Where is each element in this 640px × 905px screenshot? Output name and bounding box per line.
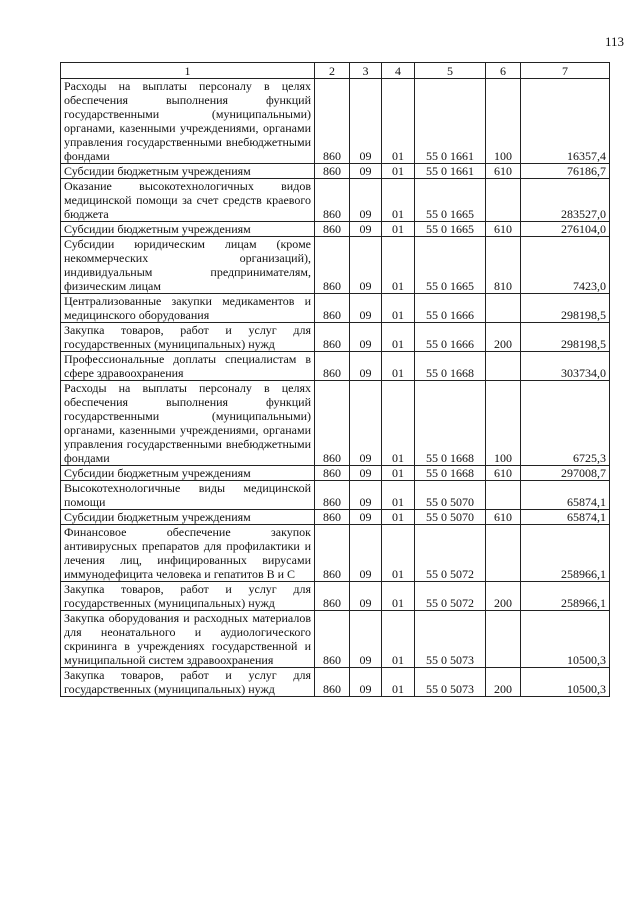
- table-row: [61, 466, 610, 481]
- row-section-code: 09: [350, 381, 382, 466]
- row-target-article: 55 0 5070: [415, 481, 486, 510]
- table-row: [61, 237, 610, 294]
- row-section-code: 09: [350, 352, 382, 381]
- row-target-article: 55 0 5072: [415, 582, 486, 611]
- row-target-article: 55 0 1665: [415, 222, 486, 237]
- row-amount: 303734,0: [521, 352, 610, 381]
- row-target-article: 55 0 1666: [415, 294, 486, 323]
- row-expense-type: 610: [486, 222, 521, 237]
- row-subsection-code: 01: [382, 582, 415, 611]
- row-amount: 298198,5: [521, 323, 610, 352]
- row-name: Закупка товаров, работ и услуг для государственных (муниципальных) нужд: [61, 323, 315, 352]
- row-target-article: 55 0 1661: [415, 164, 486, 179]
- table-row: [61, 79, 610, 164]
- row-subsection-code: 01: [382, 510, 415, 525]
- table-row: [61, 164, 610, 179]
- row-amount: 16357,4: [521, 79, 610, 164]
- row-amount: 276104,0: [521, 222, 610, 237]
- row-expense-type: [486, 352, 521, 381]
- row-department-code: 860: [315, 352, 350, 381]
- row-expense-type: [486, 294, 521, 323]
- row-name: Высокотехнологичные виды медицинской помощи: [61, 481, 315, 510]
- table-row: [61, 582, 610, 611]
- row-expense-type: 610: [486, 164, 521, 179]
- row-subsection-code: 01: [382, 164, 415, 179]
- row-amount: 258966,1: [521, 582, 610, 611]
- row-department-code: 860: [315, 481, 350, 510]
- row-department-code: 860: [315, 668, 350, 697]
- row-target-article: 55 0 5072: [415, 525, 486, 582]
- row-section-code: 09: [350, 294, 382, 323]
- row-amount: 10500,3: [521, 611, 610, 668]
- table-row: [61, 294, 610, 323]
- row-name: Субсидии бюджетным учреждениям: [61, 164, 315, 179]
- row-department-code: 860: [315, 611, 350, 668]
- row-name: Расходы на выплаты персоналу в целях обеспечения выполнения функций государственными (муниципальными) органами, казенными учреждениями, органами управления государственными внебюджетными фондами: [61, 381, 315, 466]
- column-header: 1: [61, 63, 315, 79]
- row-subsection-code: 01: [382, 323, 415, 352]
- row-name: Оказание высокотехнологичных видов медицинской помощи за счет средств краевого бюджета: [61, 179, 315, 222]
- row-section-code: 09: [350, 79, 382, 164]
- table-row: [61, 510, 610, 525]
- row-section-code: 09: [350, 323, 382, 352]
- row-subsection-code: 01: [382, 481, 415, 510]
- row-section-code: 09: [350, 222, 382, 237]
- column-header: 6: [486, 63, 521, 79]
- row-department-code: 860: [315, 294, 350, 323]
- row-name: Субсидии юридическим лицам (кроме некоммерческих организаций), индивидуальным предпринимателям, физическим лицам: [61, 237, 315, 294]
- row-department-code: 860: [315, 466, 350, 481]
- row-section-code: 09: [350, 179, 382, 222]
- row-department-code: 860: [315, 237, 350, 294]
- row-subsection-code: 01: [382, 525, 415, 582]
- row-target-article: 55 0 1668: [415, 352, 486, 381]
- table-row: [61, 323, 610, 352]
- row-subsection-code: 01: [382, 466, 415, 481]
- row-amount: 76186,7: [521, 164, 610, 179]
- row-subsection-code: 01: [382, 222, 415, 237]
- row-name: Расходы на выплаты персоналу в целях обеспечения выполнения функций государственными (муниципальными) органами, казенными учреждениями, органами управления государственными внебюджетными фондами: [61, 79, 315, 164]
- row-department-code: 860: [315, 323, 350, 352]
- row-subsection-code: 01: [382, 668, 415, 697]
- row-subsection-code: 01: [382, 237, 415, 294]
- row-amount: 258966,1: [521, 525, 610, 582]
- table-row: [61, 525, 610, 582]
- table-row: [61, 481, 610, 510]
- row-name: Субсидии бюджетным учреждениям: [61, 466, 315, 481]
- row-department-code: 860: [315, 381, 350, 466]
- row-section-code: 09: [350, 481, 382, 510]
- table-row: [61, 352, 610, 381]
- row-target-article: 55 0 1668: [415, 381, 486, 466]
- row-expense-type: 200: [486, 668, 521, 697]
- row-target-article: 55 0 5073: [415, 668, 486, 697]
- table-row: [61, 668, 610, 697]
- row-subsection-code: 01: [382, 79, 415, 164]
- row-target-article: 55 0 1668: [415, 466, 486, 481]
- row-subsection-code: 01: [382, 179, 415, 222]
- row-target-article: 55 0 5073: [415, 611, 486, 668]
- row-department-code: 860: [315, 525, 350, 582]
- row-target-article: 55 0 5070: [415, 510, 486, 525]
- row-amount: 10500,3: [521, 668, 610, 697]
- row-expense-type: 200: [486, 323, 521, 352]
- row-section-code: 09: [350, 466, 382, 481]
- budget-table: [60, 62, 610, 697]
- row-name: Субсидии бюджетным учреждениям: [61, 222, 315, 237]
- row-expense-type: 100: [486, 79, 521, 164]
- row-department-code: 860: [315, 510, 350, 525]
- row-expense-type: 810: [486, 237, 521, 294]
- row-expense-type: [486, 525, 521, 582]
- table-row: [61, 611, 610, 668]
- row-name: Закупка товаров, работ и услуг для государственных (муниципальных) нужд: [61, 582, 315, 611]
- row-amount: 6725,3: [521, 381, 610, 466]
- table-header-row: [61, 63, 610, 79]
- row-subsection-code: 01: [382, 352, 415, 381]
- row-target-article: 55 0 1661: [415, 79, 486, 164]
- row-amount: 297008,7: [521, 466, 610, 481]
- table-row: [61, 222, 610, 237]
- row-expense-type: 200: [486, 582, 521, 611]
- row-target-article: 55 0 1665: [415, 237, 486, 294]
- row-department-code: 860: [315, 179, 350, 222]
- row-subsection-code: 01: [382, 294, 415, 323]
- row-section-code: 09: [350, 164, 382, 179]
- column-header: 7: [521, 63, 610, 79]
- row-department-code: 860: [315, 582, 350, 611]
- row-department-code: 860: [315, 79, 350, 164]
- row-name: Субсидии бюджетным учреждениям: [61, 510, 315, 525]
- row-subsection-code: 01: [382, 381, 415, 466]
- row-amount: 298198,5: [521, 294, 610, 323]
- row-section-code: 09: [350, 525, 382, 582]
- row-name: Профессиональные доплаты специалистам в сфере здравоохранения: [61, 352, 315, 381]
- column-header: 5: [415, 63, 486, 79]
- column-header: 2: [315, 63, 350, 79]
- row-subsection-code: 01: [382, 611, 415, 668]
- row-amount: 65874,1: [521, 510, 610, 525]
- column-header: 3: [350, 63, 382, 79]
- row-amount: 7423,0: [521, 237, 610, 294]
- row-section-code: 09: [350, 237, 382, 294]
- row-expense-type: 610: [486, 466, 521, 481]
- row-amount: 283527,0: [521, 179, 610, 222]
- row-expense-type: 100: [486, 381, 521, 466]
- row-amount: 65874,1: [521, 481, 610, 510]
- row-name: Финансовое обеспечение закупок антивирусных препаратов для профилактики и лечения лиц, инфицированных вирусами иммунодефицита человека и гепатитов В и С: [61, 525, 315, 582]
- row-name: Закупка оборудования и расходных материалов для неонатального и аудиологического скрининга в учреждениях государственной и муниципальной систем здравоохранения: [61, 611, 315, 668]
- column-header: 4: [382, 63, 415, 79]
- row-target-article: 55 0 1666: [415, 323, 486, 352]
- row-name: Централизованные закупки медикаментов и медицинского оборудования: [61, 294, 315, 323]
- row-target-article: 55 0 1665: [415, 179, 486, 222]
- row-section-code: 09: [350, 611, 382, 668]
- row-expense-type: [486, 179, 521, 222]
- row-section-code: 09: [350, 510, 382, 525]
- page-number: 113: [604, 34, 624, 49]
- row-section-code: 09: [350, 668, 382, 697]
- row-section-code: 09: [350, 582, 382, 611]
- row-expense-type: [486, 611, 521, 668]
- row-department-code: 860: [315, 164, 350, 179]
- table-row: [61, 381, 610, 466]
- row-expense-type: 610: [486, 510, 521, 525]
- row-department-code: 860: [315, 222, 350, 237]
- row-expense-type: [486, 481, 521, 510]
- row-name: Закупка товаров, работ и услуг для государственных (муниципальных) нужд: [61, 668, 315, 697]
- table-row: [61, 179, 610, 222]
